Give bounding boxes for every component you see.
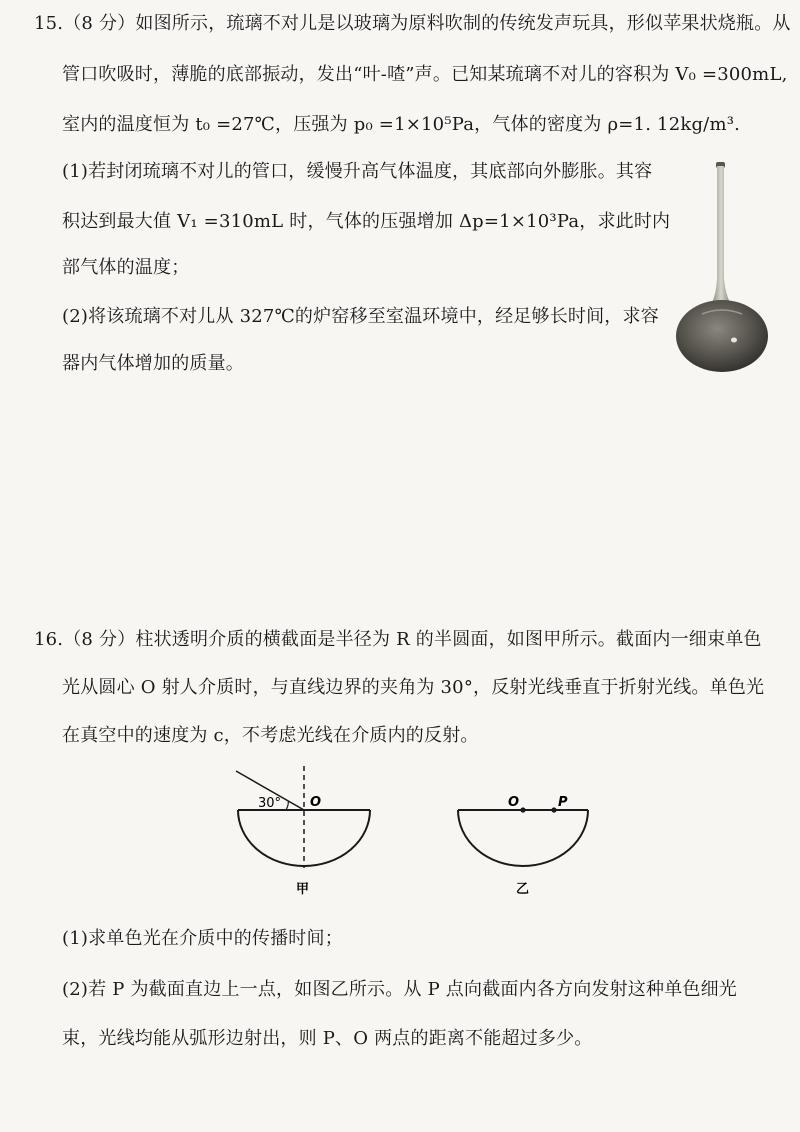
q15-line-1: 15.（8 分）如图所示，琉璃不对儿是以玻璃为原料吹制的传统发声玩具，形似苹果状烧瓶。从	[34, 13, 791, 34]
bottle-bulb	[676, 300, 768, 372]
q16-line-2: 光从圆心 O 射人介质时，与直线边界的夹角为 30°，反射光线垂直于折射光线。单色光	[62, 677, 765, 698]
semicircle-diagrams	[220, 760, 600, 910]
fig-a-o-label: O	[310, 795, 322, 810]
figure-b	[458, 795, 588, 897]
fig-b-p-label: P	[558, 795, 568, 810]
figure-a	[236, 766, 370, 897]
bottle-highlight	[731, 338, 737, 343]
fig-b-point-p	[551, 807, 556, 812]
q15-line-2: 管口吹吸时，薄脆的底部振动，发出“叶-喳”声。已知某琉璃不对儿的容积为 V₀ =300mL,	[62, 64, 788, 85]
q16-line-6: 束，光线均能从弧形边射出，则 P、O 两点的距离不能超过多少。	[62, 1028, 593, 1049]
fig-b-caption: 乙	[516, 882, 530, 897]
q15-line-5: 积达到最大值 V₁ =310mL 时，气体的压强增加 Δp=1×10³Pa，求此时内	[62, 211, 671, 232]
q15-line-6: 部气体的温度；	[62, 257, 190, 278]
q15-line-4: (1)若封闭琉璃不对儿的管口，缓慢升高气体温度，其底部向外膨胀。其容	[62, 161, 653, 182]
q16-line-1: 16.（8 分）柱状透明介质的横截面是半径为 R 的半圆面，如图甲所示。截面内一细束单色	[34, 629, 762, 650]
bottle-neck	[708, 166, 734, 308]
fig-a-angle-label: 30°	[258, 796, 282, 811]
fig-a-caption: 甲	[296, 882, 310, 897]
fig-b-o-label: O	[508, 795, 520, 810]
q15-line-3: 室内的温度恒为 t₀ =27℃，压强为 p₀ =1×10⁵Pa，气体的密度为 ρ=1. 12kg/m³.	[62, 114, 741, 135]
fig-a-angle-arc	[286, 801, 288, 810]
q15-line-8: 器内气体增加的质量。	[62, 353, 244, 374]
q16-line-3: 在真空中的速度为 c，不考虑光线在介质内的反射。	[62, 725, 479, 746]
q16-line-5: (2)若 P 为截面直边上一点，如图乙所示。从 P 点向截面内各方向发射这种单色细光	[62, 979, 738, 1000]
q16-line-4: (1)求单色光在介质中的传播时间；	[62, 928, 343, 949]
q15-line-7: (2)将该琉璃不对儿从 327℃的炉窑移至室温环境中，经足够长时间，求容	[62, 306, 659, 327]
fig-b-arc	[458, 810, 588, 866]
fig-b-point-o	[520, 807, 525, 812]
glass-toy-illustration	[668, 158, 780, 378]
